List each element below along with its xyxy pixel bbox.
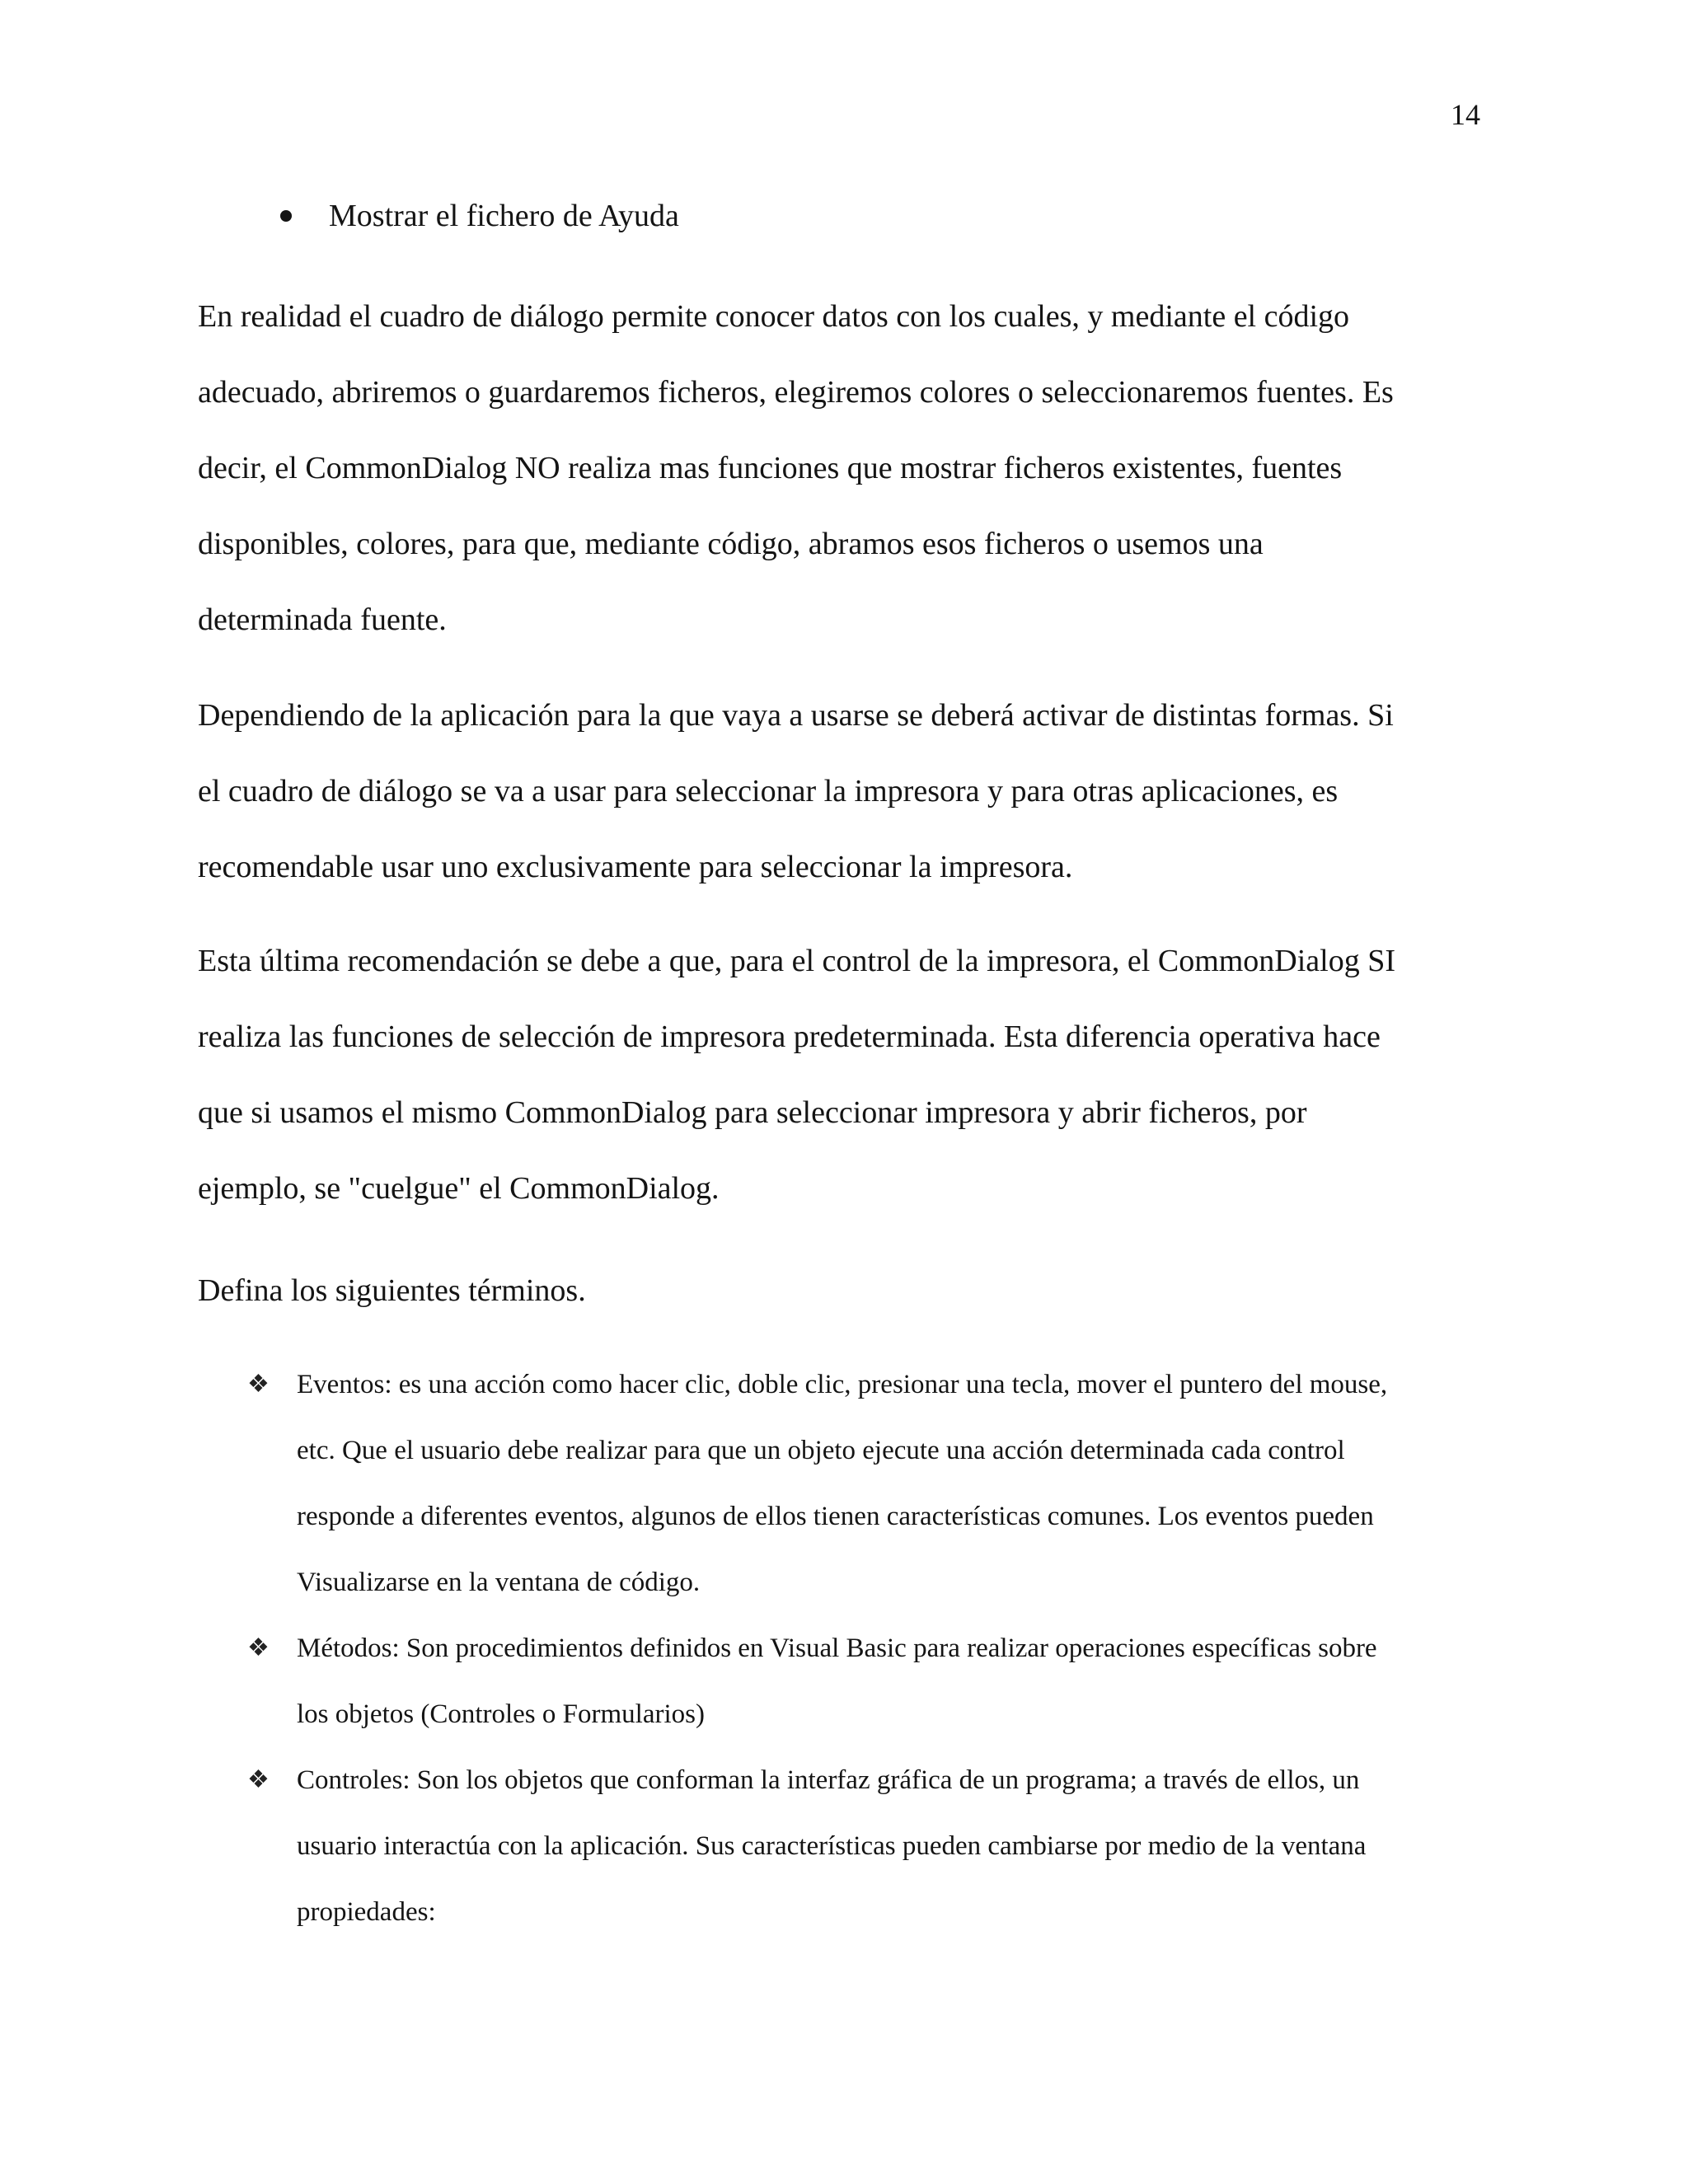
paragraph-line: recomendable usar uno exclusivamente para seleccionar la impresora.: [198, 850, 1073, 884]
definition-item-eventos: [247, 1352, 1500, 1615]
paragraph-commondialog-description: [198, 279, 1484, 658]
paragraph-recommendation: [198, 923, 1484, 1226]
paragraph-line: el cuadro de diálogo se va a usar para seleccionar la impresora y para otras aplicaciones, es: [198, 774, 1339, 808]
top-bullet-item: [280, 198, 679, 234]
diamond-bullet-icon: ❖: [247, 1371, 270, 1398]
definition-line: propiedades:: [297, 1897, 436, 1927]
paragraph-line: decir, el CommonDialog NO realiza mas funciones que mostrar ficheros existentes, fuentes: [198, 451, 1343, 485]
definition-line: los objetos (Controles o Formularios): [297, 1699, 705, 1729]
paragraph-line: que si usamos el mismo CommonDialog para seleccionar impresora y abrir ficheros, por: [198, 1095, 1307, 1130]
bullet-dot-icon: [280, 210, 292, 222]
paragraph-line: ejemplo, se "cuelgue" el CommonDialog.: [198, 1171, 720, 1206]
definition-line: Eventos: es una acción como hacer clic, doble clic, presionar una tecla, mover el puntero del mouse,: [297, 1370, 1388, 1399]
definition-line: usuario interactúa con la aplicación. Sus características pueden cambiarse por medio de la ventana: [297, 1831, 1367, 1861]
definition-text: [297, 1615, 1377, 1747]
paragraph-activation: [198, 677, 1484, 905]
definition-line: Visualizarse en la ventana de código.: [297, 1568, 701, 1597]
paragraph-line: Esta última recomendación se debe a que, para el control de la impresora, el CommonDialog SI: [198, 944, 1396, 978]
section-heading: Defina los siguientes términos.: [198, 1273, 586, 1308]
paragraph-define-terms: [198, 1253, 1484, 1329]
definitions-list: [247, 1352, 1500, 1945]
definition-text: [297, 1747, 1366, 1945]
definition-line: Métodos: Son procedimientos definidos en Visual Basic para realizar operaciones específicas sobre: [297, 1633, 1377, 1663]
paragraph-line: adecuado, abriremos o guardaremos ficheros, elegiremos colores o seleccionaremos fuentes. Es: [198, 375, 1394, 410]
definition-line: responde a diferentes eventos, algunos de ellos tienen características comunes. Los eventos pueden: [297, 1502, 1374, 1531]
definition-item-controles: [247, 1747, 1500, 1945]
diamond-bullet-icon: ❖: [247, 1634, 270, 1661]
paragraph-line: disponibles, colores, para que, mediante código, abramos esos ficheros o usemos una: [198, 527, 1264, 561]
paragraph-line: determinada fuente.: [198, 602, 447, 637]
definition-line: Controles: Son los objetos que conforman la interfaz gráfica de un programa; a través de ellos, un: [297, 1765, 1360, 1795]
paragraph-line: realiza las funciones de selección de impresora predeterminada. Esta diferencia operativa hace: [198, 1019, 1381, 1054]
page-number: 14: [1451, 98, 1480, 131]
paragraph-line: Dependiendo de la aplicación para la que vaya a usarse se deberá activar de distintas formas. Si: [198, 698, 1394, 733]
diamond-bullet-icon: ❖: [247, 1766, 270, 1793]
top-bullet-text: Mostrar el fichero de Ayuda: [329, 199, 679, 233]
definition-line: etc. Que el usuario debe realizar para que un objeto ejecute una acción determinada cada control: [297, 1436, 1345, 1465]
definition-text: [297, 1352, 1387, 1615]
definition-item-metodos: [247, 1615, 1500, 1747]
paragraph-line: En realidad el cuadro de diálogo permite conocer datos con los cuales, y mediante el código: [198, 299, 1350, 334]
